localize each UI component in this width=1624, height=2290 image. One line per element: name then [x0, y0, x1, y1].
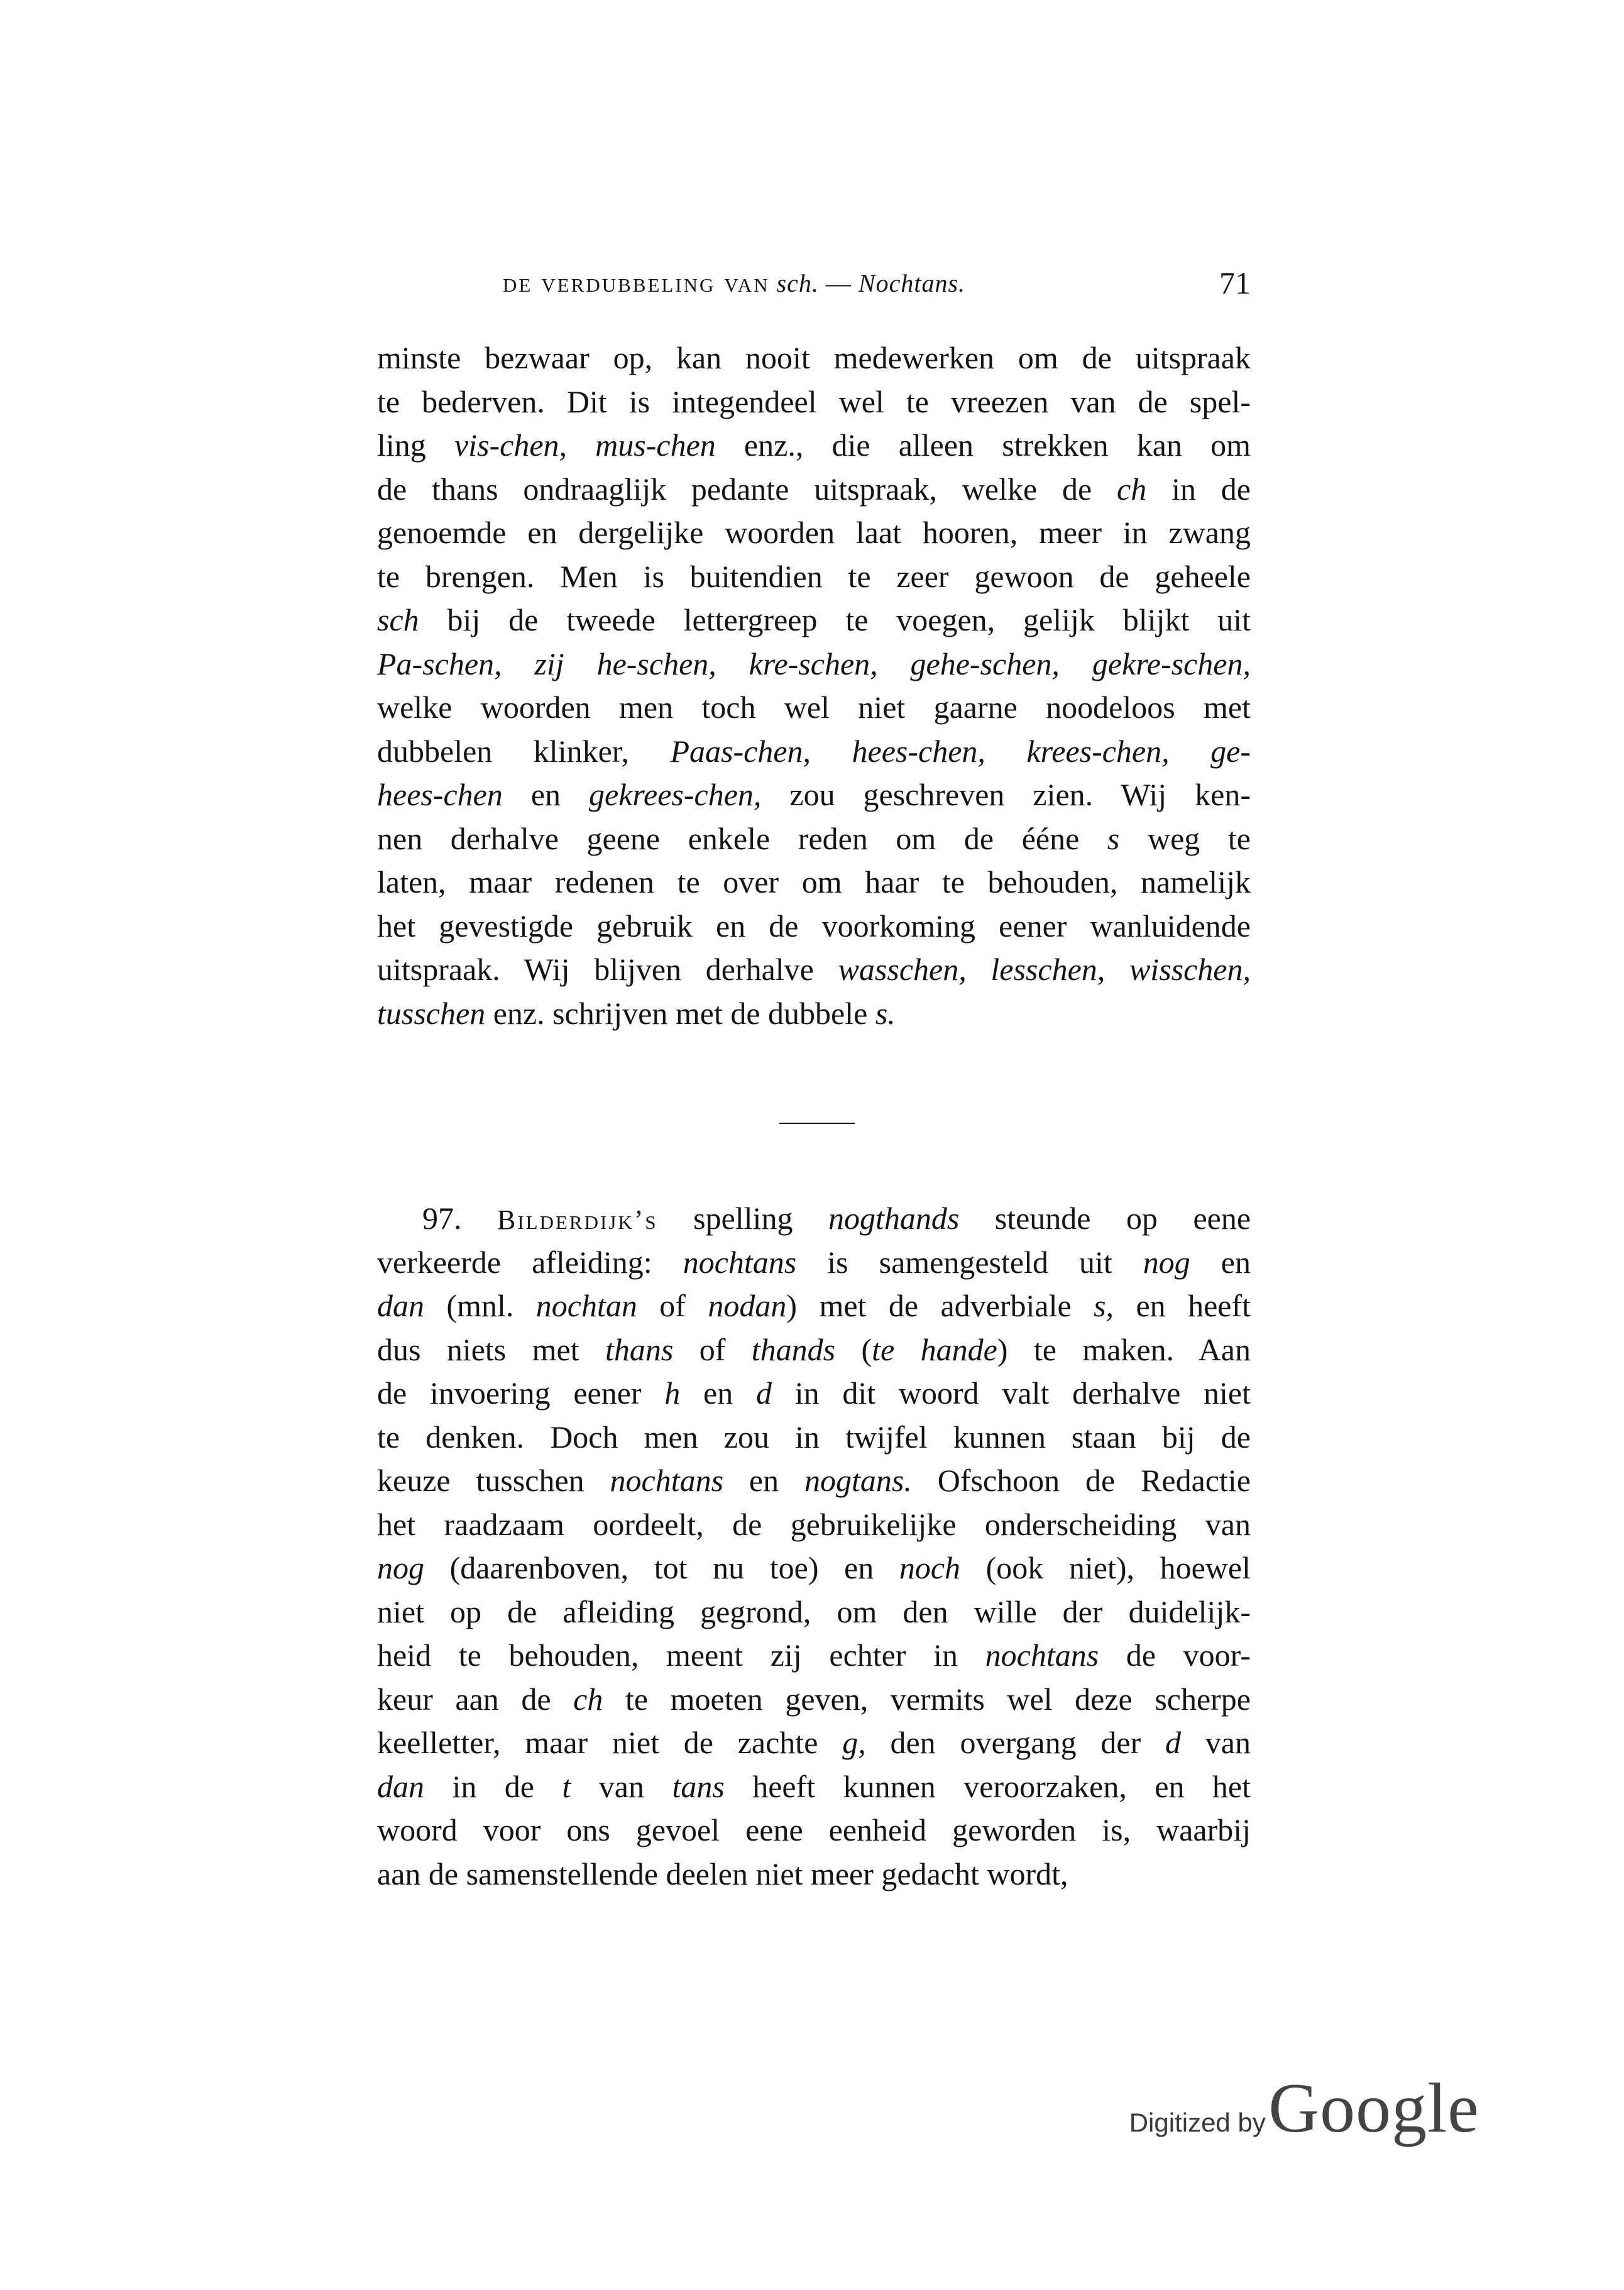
text-line: [377, 1590, 1251, 1634]
text-run: van: [1181, 1725, 1251, 1760]
section-divider: [779, 1123, 855, 1124]
text-run: heid te behouden, meent zij echter in: [377, 1638, 985, 1673]
text-run: de invoering eener: [377, 1375, 665, 1411]
italic-term: Pa-schen, zij he-schen, kre-schen, gehe-schen, gekre-schen,: [377, 646, 1251, 681]
watermark-prefix: Digitized by: [1129, 2108, 1266, 2137]
italic-term: thans: [605, 1331, 674, 1367]
italic-term: noch: [899, 1550, 961, 1585]
text-run: enz. schrijven met de dubbele: [485, 995, 875, 1031]
running-head-italic: sch.: [776, 269, 819, 297]
text-run: in dit woord valt derhalve niet: [772, 1375, 1251, 1411]
italic-term: t: [562, 1768, 571, 1804]
text-line: [377, 468, 1251, 512]
italic-term: h: [664, 1375, 681, 1411]
text-run: weg te: [1119, 820, 1251, 856]
text-line: [377, 1241, 1251, 1285]
text-run: en: [680, 1375, 756, 1411]
digitized-by-google-watermark: [1102, 2068, 1479, 2156]
text-line: [377, 1459, 1251, 1503]
text-line: [377, 642, 1251, 686]
text-line: [377, 380, 1251, 424]
text-run: uitspraak. Wij blijven derhalve: [377, 952, 838, 987]
italic-term: nochtan: [535, 1288, 637, 1323]
text-line: [377, 1503, 1251, 1547]
page-header: [377, 258, 1251, 308]
text-line: [377, 1678, 1251, 1722]
italic-term: tans: [672, 1768, 725, 1804]
italic-term: nog: [1143, 1244, 1190, 1280]
text-line: [377, 730, 1251, 774]
text-line: [377, 1852, 1251, 1896]
text-run: dubbelen klinker,: [377, 733, 671, 769]
text-run: (: [835, 1331, 872, 1367]
text-line: [377, 555, 1251, 599]
text-line: [377, 1372, 1251, 1416]
text-run: ling: [377, 427, 454, 463]
text-line: [377, 1765, 1251, 1809]
text-run: te brengen. Men is buitendien te zeer gewoon de geheele: [377, 558, 1251, 594]
italic-term: gekrees-chen,: [589, 777, 762, 812]
text-run: of: [673, 1331, 752, 1367]
text-line: [377, 686, 1251, 730]
italic-term: ch: [1117, 471, 1147, 507]
text-run: de thans ondraaglijk pedante uitspraak, welke de: [377, 471, 1117, 507]
text-run: het gevestigde gebruik en de voorkoming eener wanluidende: [377, 908, 1251, 944]
italic-term: nogtans.: [804, 1463, 912, 1498]
google-logo: Google: [1268, 2069, 1479, 2147]
text-run: heeft kunnen veroorzaken, en het: [724, 1768, 1251, 1804]
paragraph-97: [377, 1197, 1251, 1896]
text-run: de voor-: [1099, 1638, 1251, 1673]
italic-term: te hande: [872, 1331, 997, 1367]
italic-term: d: [756, 1375, 772, 1411]
text-run: laten, maar redenen te over om haar te behouden, namelijk: [377, 864, 1251, 900]
italic-term: s: [1107, 820, 1120, 856]
text-run: verkeerde afleiding:: [377, 1244, 683, 1280]
italic-term: dan: [377, 1288, 424, 1323]
running-head-title: Nochtans.: [858, 269, 966, 297]
text-line: [377, 817, 1251, 861]
text-line: [377, 336, 1251, 380]
italic-term: s.: [875, 995, 896, 1031]
paragraph-number: 97.: [422, 1201, 497, 1236]
text-run: of: [637, 1288, 708, 1323]
text-line: [377, 948, 1251, 992]
italic-term: nochtans: [610, 1463, 724, 1498]
italic-term: dan: [377, 1768, 424, 1804]
italic-term: nochtans: [985, 1638, 1099, 1673]
text-line: [377, 511, 1251, 555]
text-run: steunde op eene: [959, 1201, 1251, 1236]
text-run: en: [723, 1463, 804, 1498]
text-run: keuze tusschen: [377, 1463, 610, 1498]
text-run: ) te maken. Aan: [997, 1331, 1251, 1367]
italic-term: nogthands: [828, 1201, 960, 1236]
text-run: keelletter, maar niet de zachte: [377, 1725, 843, 1760]
text-run: dus niets met: [377, 1331, 605, 1367]
text-line: [377, 905, 1251, 949]
text-run: nen derhalve geene enkele reden om de ééne: [377, 820, 1107, 856]
text-run: te moeten geven, vermits wel deze scherpe: [603, 1681, 1251, 1717]
italic-term: g,: [842, 1725, 866, 1760]
text-line: [377, 1197, 1251, 1241]
text-run: en heeft: [1114, 1288, 1251, 1323]
text-run: bij de tweede lettergreep te voegen, gelijk blijkt uit: [419, 602, 1251, 637]
paragraph-1: [377, 336, 1251, 1035]
text-run: (ook niet), hoewel: [960, 1550, 1251, 1585]
text-line: [377, 1721, 1251, 1765]
italic-term: ch: [573, 1681, 603, 1717]
italic-term: d: [1165, 1725, 1182, 1760]
text-run: te bederven. Dit is integendeel wel te vreezen van de spel-: [377, 383, 1251, 419]
italic-term: nodan: [708, 1288, 787, 1323]
text-run: enz., die alleen strekken kan om: [715, 427, 1251, 463]
text-run: den overgang der: [865, 1725, 1166, 1760]
text-line: [377, 1808, 1251, 1852]
text-run: spelling: [657, 1201, 828, 1236]
text-line: [377, 992, 1251, 1036]
text-run: keur aan de: [377, 1681, 574, 1717]
text-run: niet op de afleiding gegrond, om den wille der duidelijk-: [377, 1594, 1251, 1629]
text-line: [377, 1416, 1251, 1460]
text-run: ) met de adverbiale: [786, 1288, 1094, 1323]
text-line: [377, 1546, 1251, 1590]
text-run: en: [1190, 1244, 1251, 1280]
text-run: welke woorden men toch wel niet gaarne noodeloos met: [377, 690, 1251, 725]
running-head: [503, 258, 965, 309]
running-head-dash: —: [818, 269, 859, 297]
italic-term: tusschen: [377, 995, 486, 1031]
italic-term: s,: [1094, 1288, 1114, 1323]
text-run: in de: [1146, 471, 1251, 507]
text-run: minste bezwaar op, kan nooit medewerken om de uitspraak: [377, 340, 1251, 375]
text-line: [377, 861, 1251, 905]
italic-term: vis-chen, mus-chen: [454, 427, 716, 463]
text-run: woord voor ons gevoel eene eenheid geworden is, waarbij: [377, 1812, 1251, 1847]
italic-term: Paas-chen, hees-chen, krees-chen, ge-: [670, 733, 1251, 769]
italic-term: nog: [377, 1550, 424, 1585]
italic-term: thands: [751, 1331, 836, 1367]
text-line: [377, 1284, 1251, 1328]
text-line: [377, 1328, 1251, 1372]
italic-term: sch: [377, 602, 419, 637]
author-name: Bilderdijk’s: [497, 1204, 658, 1235]
text-run: zou geschreven zien. Wij ken-: [761, 777, 1251, 812]
text-line: [377, 773, 1251, 817]
italic-term: nochtans: [683, 1244, 797, 1280]
text-run: Ofschoon de Redactie: [911, 1463, 1251, 1498]
text-run: aan de samenstellende deelen niet meer gedacht wordt,: [377, 1856, 1068, 1891]
text-run: en: [502, 777, 590, 812]
running-head-prefix: de verdubbeling van: [503, 267, 770, 298]
text-line: [377, 424, 1251, 468]
page-number: 71: [1219, 265, 1251, 300]
text-line: [377, 598, 1251, 642]
text-run: in de: [424, 1768, 562, 1804]
italic-term: hees-chen: [377, 777, 503, 812]
text-run: (mnl.: [424, 1288, 536, 1323]
italic-term: wasschen, lesschen, wisschen,: [838, 952, 1251, 987]
text-run: (daarenboven, tot nu toe) en: [424, 1550, 899, 1585]
text-run: te denken. Doch men zou in twijfel kunnen staan bij de: [377, 1419, 1251, 1455]
text-run: genoemde en dergelijke woorden laat hooren, meer in zwang: [377, 515, 1251, 550]
text-run: van: [571, 1768, 672, 1804]
text-run: het raadzaam oordeelt, de gebruikelijke onderscheiding van: [377, 1506, 1251, 1542]
text-line: [377, 1634, 1251, 1678]
text-run: is samengesteld uit: [796, 1244, 1143, 1280]
